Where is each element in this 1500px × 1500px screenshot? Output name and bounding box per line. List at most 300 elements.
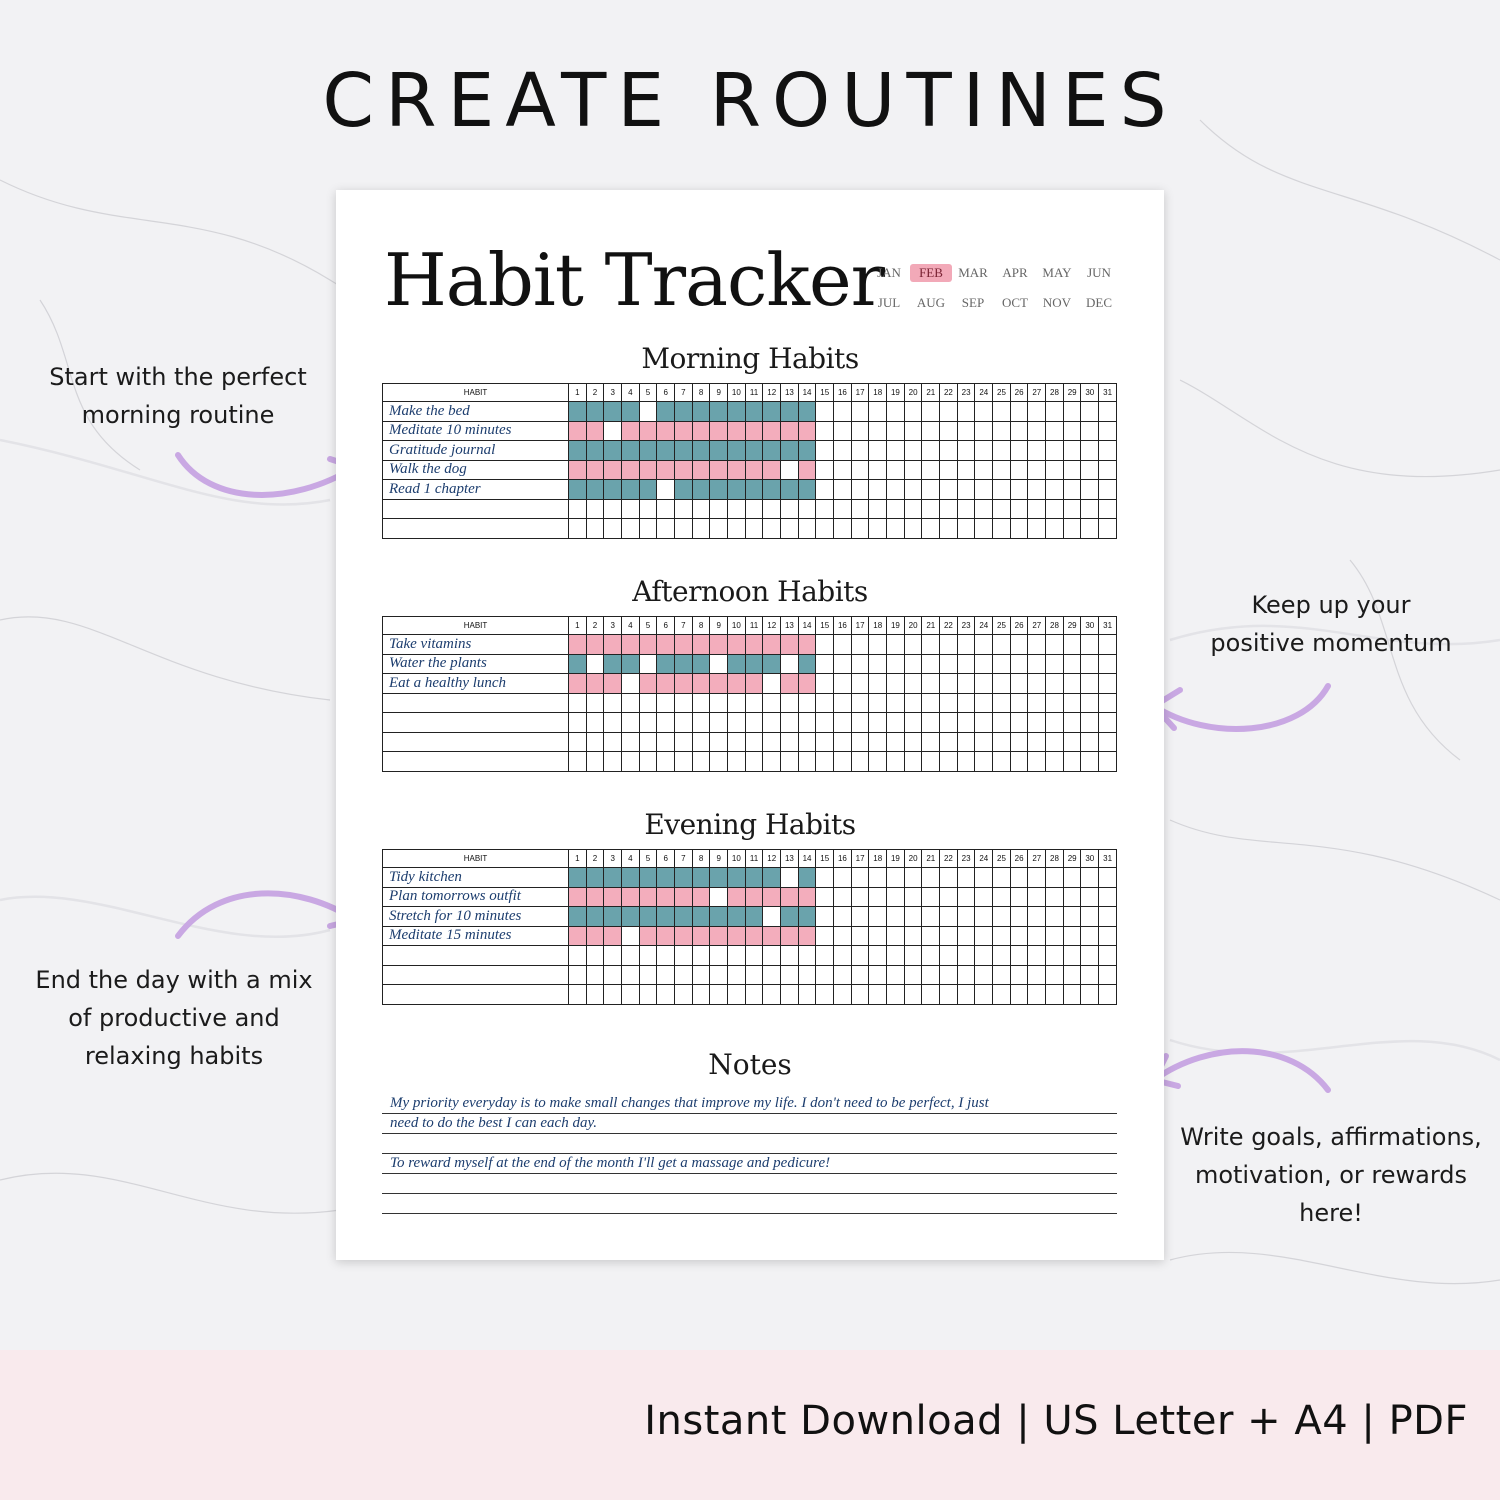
day-cell[interactable] xyxy=(940,480,958,500)
day-cell[interactable] xyxy=(904,965,922,985)
day-cell[interactable] xyxy=(993,985,1011,1005)
day-cell[interactable] xyxy=(922,519,940,539)
day-cell[interactable] xyxy=(745,674,763,694)
day-cell[interactable] xyxy=(692,985,710,1005)
day-cell[interactable] xyxy=(569,402,587,422)
day-cell[interactable] xyxy=(1099,732,1117,752)
day-cell[interactable] xyxy=(993,713,1011,733)
day-cell[interactable] xyxy=(887,965,905,985)
day-cell[interactable] xyxy=(975,480,993,500)
day-cell[interactable] xyxy=(622,713,640,733)
day-cell[interactable] xyxy=(940,674,958,694)
day-cell[interactable] xyxy=(851,752,869,772)
day-cell[interactable] xyxy=(728,752,746,772)
day-cell[interactable] xyxy=(1099,402,1117,422)
day-cell[interactable] xyxy=(1010,926,1028,946)
day-cell[interactable] xyxy=(763,985,781,1005)
day-cell[interactable] xyxy=(887,752,905,772)
day-cell[interactable] xyxy=(675,985,693,1005)
day-cell[interactable] xyxy=(692,732,710,752)
day-cell[interactable] xyxy=(798,907,816,927)
day-cell[interactable] xyxy=(1046,635,1064,655)
day-cell[interactable] xyxy=(922,985,940,1005)
day-cell[interactable] xyxy=(975,519,993,539)
day-cell[interactable] xyxy=(1028,887,1046,907)
day-cell[interactable] xyxy=(1028,713,1046,733)
day-cell[interactable] xyxy=(851,654,869,674)
day-cell[interactable] xyxy=(604,887,622,907)
day-cell[interactable] xyxy=(604,946,622,966)
day-cell[interactable] xyxy=(869,402,887,422)
day-cell[interactable] xyxy=(604,752,622,772)
day-cell[interactable] xyxy=(781,926,799,946)
day-cell[interactable] xyxy=(940,985,958,1005)
day-cell[interactable] xyxy=(869,868,887,888)
day-cell[interactable] xyxy=(1010,752,1028,772)
day-cell[interactable] xyxy=(1081,674,1099,694)
day-cell[interactable] xyxy=(639,752,657,772)
day-cell[interactable] xyxy=(1010,713,1028,733)
day-cell[interactable] xyxy=(834,402,852,422)
day-cell[interactable] xyxy=(904,499,922,519)
day-cell[interactable] xyxy=(834,985,852,1005)
day-cell[interactable] xyxy=(622,441,640,461)
day-cell[interactable] xyxy=(1028,732,1046,752)
month-jun[interactable]: JUN xyxy=(1087,265,1111,280)
day-cell[interactable] xyxy=(586,926,604,946)
day-cell[interactable] xyxy=(940,732,958,752)
day-cell[interactable] xyxy=(586,654,604,674)
day-cell[interactable] xyxy=(728,887,746,907)
day-cell[interactable] xyxy=(957,985,975,1005)
day-cell[interactable] xyxy=(604,441,622,461)
day-cell[interactable] xyxy=(1063,752,1081,772)
day-cell[interactable] xyxy=(604,674,622,694)
day-cell[interactable] xyxy=(639,907,657,927)
day-cell[interactable] xyxy=(887,985,905,1005)
day-cell[interactable] xyxy=(940,460,958,480)
day-cell[interactable] xyxy=(728,946,746,966)
day-cell[interactable] xyxy=(1063,946,1081,966)
day-cell[interactable] xyxy=(940,752,958,772)
day-cell[interactable] xyxy=(887,674,905,694)
day-cell[interactable] xyxy=(710,421,728,441)
day-cell[interactable] xyxy=(692,868,710,888)
day-cell[interactable] xyxy=(1046,519,1064,539)
day-cell[interactable] xyxy=(569,965,587,985)
day-cell[interactable] xyxy=(940,693,958,713)
day-cell[interactable] xyxy=(957,752,975,772)
day-cell[interactable] xyxy=(957,460,975,480)
day-cell[interactable] xyxy=(816,965,834,985)
day-cell[interactable] xyxy=(940,907,958,927)
day-cell[interactable] xyxy=(586,635,604,655)
day-cell[interactable] xyxy=(728,713,746,733)
day-cell[interactable] xyxy=(798,654,816,674)
day-cell[interactable] xyxy=(1099,635,1117,655)
day-cell[interactable] xyxy=(657,421,675,441)
day-cell[interactable] xyxy=(710,441,728,461)
day-cell[interactable] xyxy=(798,499,816,519)
day-cell[interactable] xyxy=(657,887,675,907)
day-cell[interactable] xyxy=(745,965,763,985)
day-cell[interactable] xyxy=(728,868,746,888)
day-cell[interactable] xyxy=(675,946,693,966)
day-cell[interactable] xyxy=(887,519,905,539)
day-cell[interactable] xyxy=(692,965,710,985)
day-cell[interactable] xyxy=(957,674,975,694)
day-cell[interactable] xyxy=(622,421,640,441)
day-cell[interactable] xyxy=(675,674,693,694)
day-cell[interactable] xyxy=(728,654,746,674)
day-cell[interactable] xyxy=(834,674,852,694)
day-cell[interactable] xyxy=(869,460,887,480)
day-cell[interactable] xyxy=(904,674,922,694)
day-cell[interactable] xyxy=(1081,654,1099,674)
day-cell[interactable] xyxy=(710,752,728,772)
day-cell[interactable] xyxy=(922,654,940,674)
day-cell[interactable] xyxy=(1081,887,1099,907)
day-cell[interactable] xyxy=(763,499,781,519)
day-cell[interactable] xyxy=(781,752,799,772)
day-cell[interactable] xyxy=(639,460,657,480)
day-cell[interactable] xyxy=(957,732,975,752)
month-apr[interactable]: APR xyxy=(1002,265,1028,280)
day-cell[interactable] xyxy=(851,926,869,946)
day-cell[interactable] xyxy=(586,402,604,422)
day-cell[interactable] xyxy=(887,480,905,500)
day-cell[interactable] xyxy=(675,402,693,422)
day-cell[interactable] xyxy=(1063,926,1081,946)
month-nov[interactable]: NOV xyxy=(1042,295,1072,310)
day-cell[interactable] xyxy=(675,421,693,441)
day-cell[interactable] xyxy=(993,441,1011,461)
day-cell[interactable] xyxy=(586,421,604,441)
day-cell[interactable] xyxy=(904,926,922,946)
day-cell[interactable] xyxy=(904,421,922,441)
day-cell[interactable] xyxy=(1081,946,1099,966)
day-cell[interactable] xyxy=(1010,480,1028,500)
day-cell[interactable] xyxy=(692,499,710,519)
day-cell[interactable] xyxy=(1081,713,1099,733)
day-cell[interactable] xyxy=(763,693,781,713)
day-cell[interactable] xyxy=(622,674,640,694)
day-cell[interactable] xyxy=(569,635,587,655)
day-cell[interactable] xyxy=(763,752,781,772)
month-aug[interactable]: AUG xyxy=(916,295,946,310)
day-cell[interactable] xyxy=(904,402,922,422)
day-cell[interactable] xyxy=(975,868,993,888)
habit-name[interactable]: Read 1 chapter xyxy=(383,480,569,500)
day-cell[interactable] xyxy=(675,519,693,539)
day-cell[interactable] xyxy=(922,946,940,966)
day-cell[interactable] xyxy=(692,907,710,927)
day-cell[interactable] xyxy=(957,421,975,441)
day-cell[interactable] xyxy=(957,635,975,655)
day-cell[interactable] xyxy=(904,480,922,500)
day-cell[interactable] xyxy=(781,654,799,674)
day-cell[interactable] xyxy=(622,654,640,674)
day-cell[interactable] xyxy=(904,519,922,539)
day-cell[interactable] xyxy=(675,499,693,519)
day-cell[interactable] xyxy=(1010,421,1028,441)
day-cell[interactable] xyxy=(904,635,922,655)
day-cell[interactable] xyxy=(887,732,905,752)
day-cell[interactable] xyxy=(904,907,922,927)
day-cell[interactable] xyxy=(851,441,869,461)
habit-name[interactable]: Stretch for 10 minutes xyxy=(383,907,569,927)
day-cell[interactable] xyxy=(922,499,940,519)
day-cell[interactable] xyxy=(940,887,958,907)
day-cell[interactable] xyxy=(639,732,657,752)
day-cell[interactable] xyxy=(834,946,852,966)
day-cell[interactable] xyxy=(639,887,657,907)
day-cell[interactable] xyxy=(1028,441,1046,461)
day-cell[interactable] xyxy=(657,732,675,752)
day-cell[interactable] xyxy=(728,674,746,694)
day-cell[interactable] xyxy=(816,926,834,946)
day-cell[interactable] xyxy=(869,713,887,733)
day-cell[interactable] xyxy=(869,674,887,694)
day-cell[interactable] xyxy=(586,752,604,772)
day-cell[interactable] xyxy=(657,674,675,694)
day-cell[interactable] xyxy=(798,460,816,480)
day-cell[interactable] xyxy=(851,480,869,500)
day-cell[interactable] xyxy=(745,519,763,539)
day-cell[interactable] xyxy=(1046,732,1064,752)
day-cell[interactable] xyxy=(1099,421,1117,441)
day-cell[interactable] xyxy=(763,887,781,907)
day-cell[interactable] xyxy=(710,654,728,674)
day-cell[interactable] xyxy=(904,441,922,461)
day-cell[interactable] xyxy=(639,713,657,733)
day-cell[interactable] xyxy=(710,674,728,694)
day-cell[interactable] xyxy=(816,985,834,1005)
day-cell[interactable] xyxy=(834,460,852,480)
day-cell[interactable] xyxy=(975,752,993,772)
day-cell[interactable] xyxy=(869,480,887,500)
day-cell[interactable] xyxy=(1099,887,1117,907)
day-cell[interactable] xyxy=(869,693,887,713)
day-cell[interactable] xyxy=(639,965,657,985)
day-cell[interactable] xyxy=(781,421,799,441)
day-cell[interactable] xyxy=(1010,907,1028,927)
day-cell[interactable] xyxy=(798,674,816,694)
day-cell[interactable] xyxy=(622,868,640,888)
day-cell[interactable] xyxy=(834,887,852,907)
day-cell[interactable] xyxy=(851,887,869,907)
day-cell[interactable] xyxy=(851,635,869,655)
day-cell[interactable] xyxy=(728,441,746,461)
day-cell[interactable] xyxy=(798,732,816,752)
day-cell[interactable] xyxy=(1081,421,1099,441)
day-cell[interactable] xyxy=(975,907,993,927)
day-cell[interactable] xyxy=(1028,965,1046,985)
day-cell[interactable] xyxy=(569,499,587,519)
day-cell[interactable] xyxy=(816,713,834,733)
day-cell[interactable] xyxy=(728,402,746,422)
day-cell[interactable] xyxy=(604,713,622,733)
day-cell[interactable] xyxy=(957,907,975,927)
day-cell[interactable] xyxy=(887,421,905,441)
day-cell[interactable] xyxy=(1010,635,1028,655)
day-cell[interactable] xyxy=(657,441,675,461)
day-cell[interactable] xyxy=(993,907,1011,927)
note-line[interactable]: To reward myself at the end of the month I'll get a massage and pedicure! xyxy=(382,1154,1117,1174)
day-cell[interactable] xyxy=(622,402,640,422)
day-cell[interactable] xyxy=(604,635,622,655)
day-cell[interactable] xyxy=(675,635,693,655)
day-cell[interactable] xyxy=(692,752,710,772)
day-cell[interactable] xyxy=(904,460,922,480)
day-cell[interactable] xyxy=(692,887,710,907)
day-cell[interactable] xyxy=(763,674,781,694)
day-cell[interactable] xyxy=(904,985,922,1005)
day-cell[interactable] xyxy=(869,907,887,927)
day-cell[interactable] xyxy=(798,635,816,655)
day-cell[interactable] xyxy=(869,926,887,946)
day-cell[interactable] xyxy=(710,907,728,927)
day-cell[interactable] xyxy=(692,441,710,461)
day-cell[interactable] xyxy=(993,519,1011,539)
day-cell[interactable] xyxy=(1063,480,1081,500)
day-cell[interactable] xyxy=(816,499,834,519)
day-cell[interactable] xyxy=(622,460,640,480)
day-cell[interactable] xyxy=(834,480,852,500)
day-cell[interactable] xyxy=(1099,752,1117,772)
day-cell[interactable] xyxy=(622,693,640,713)
day-cell[interactable] xyxy=(1010,732,1028,752)
day-cell[interactable] xyxy=(1099,460,1117,480)
note-line[interactable]: My priority everyday is to make small changes that improve my life. I don't need to be perfect, I just xyxy=(382,1094,1117,1114)
day-cell[interactable] xyxy=(586,868,604,888)
day-cell[interactable] xyxy=(1046,887,1064,907)
day-cell[interactable] xyxy=(1081,402,1099,422)
day-cell[interactable] xyxy=(834,752,852,772)
day-cell[interactable] xyxy=(851,868,869,888)
month-dec[interactable]: DEC xyxy=(1086,295,1112,310)
habit-name[interactable] xyxy=(383,946,569,966)
day-cell[interactable] xyxy=(622,732,640,752)
day-cell[interactable] xyxy=(745,441,763,461)
day-cell[interactable] xyxy=(887,868,905,888)
day-cell[interactable] xyxy=(816,887,834,907)
day-cell[interactable] xyxy=(1081,693,1099,713)
day-cell[interactable] xyxy=(639,654,657,674)
day-cell[interactable] xyxy=(993,732,1011,752)
day-cell[interactable] xyxy=(1099,946,1117,966)
habit-name[interactable] xyxy=(383,985,569,1005)
habit-name[interactable]: Take vitamins xyxy=(383,635,569,655)
day-cell[interactable] xyxy=(586,887,604,907)
day-cell[interactable] xyxy=(1081,985,1099,1005)
day-cell[interactable] xyxy=(816,441,834,461)
day-cell[interactable] xyxy=(1046,965,1064,985)
day-cell[interactable] xyxy=(622,985,640,1005)
day-cell[interactable] xyxy=(1010,654,1028,674)
day-cell[interactable] xyxy=(763,926,781,946)
day-cell[interactable] xyxy=(1046,480,1064,500)
day-cell[interactable] xyxy=(692,654,710,674)
day-cell[interactable] xyxy=(675,926,693,946)
day-cell[interactable] xyxy=(1099,654,1117,674)
day-cell[interactable] xyxy=(586,519,604,539)
day-cell[interactable] xyxy=(1028,946,1046,966)
day-cell[interactable] xyxy=(728,635,746,655)
day-cell[interactable] xyxy=(692,946,710,966)
day-cell[interactable] xyxy=(1046,499,1064,519)
day-cell[interactable] xyxy=(710,402,728,422)
day-cell[interactable] xyxy=(604,965,622,985)
day-cell[interactable] xyxy=(993,654,1011,674)
day-cell[interactable] xyxy=(869,946,887,966)
day-cell[interactable] xyxy=(692,460,710,480)
day-cell[interactable] xyxy=(728,421,746,441)
day-cell[interactable] xyxy=(745,732,763,752)
day-cell[interactable] xyxy=(622,480,640,500)
day-cell[interactable] xyxy=(798,926,816,946)
day-cell[interactable] xyxy=(1063,887,1081,907)
day-cell[interactable] xyxy=(639,421,657,441)
day-cell[interactable] xyxy=(1081,460,1099,480)
day-cell[interactable] xyxy=(622,752,640,772)
day-cell[interactable] xyxy=(834,926,852,946)
day-cell[interactable] xyxy=(1010,674,1028,694)
day-cell[interactable] xyxy=(1063,441,1081,461)
day-cell[interactable] xyxy=(569,654,587,674)
day-cell[interactable] xyxy=(975,693,993,713)
day-cell[interactable] xyxy=(586,965,604,985)
day-cell[interactable] xyxy=(781,985,799,1005)
day-cell[interactable] xyxy=(851,985,869,1005)
day-cell[interactable] xyxy=(940,926,958,946)
day-cell[interactable] xyxy=(816,674,834,694)
day-cell[interactable] xyxy=(922,460,940,480)
day-cell[interactable] xyxy=(781,713,799,733)
day-cell[interactable] xyxy=(745,752,763,772)
day-cell[interactable] xyxy=(1010,985,1028,1005)
day-cell[interactable] xyxy=(816,421,834,441)
day-cell[interactable] xyxy=(1063,985,1081,1005)
day-cell[interactable] xyxy=(957,693,975,713)
day-cell[interactable] xyxy=(586,946,604,966)
day-cell[interactable] xyxy=(887,441,905,461)
day-cell[interactable] xyxy=(1028,402,1046,422)
day-cell[interactable] xyxy=(569,752,587,772)
day-cell[interactable] xyxy=(657,519,675,539)
day-cell[interactable] xyxy=(569,868,587,888)
day-cell[interactable] xyxy=(940,519,958,539)
day-cell[interactable] xyxy=(957,713,975,733)
day-cell[interactable] xyxy=(569,460,587,480)
day-cell[interactable] xyxy=(1028,868,1046,888)
day-cell[interactable] xyxy=(922,635,940,655)
day-cell[interactable] xyxy=(763,732,781,752)
day-cell[interactable] xyxy=(569,674,587,694)
day-cell[interactable] xyxy=(639,985,657,1005)
day-cell[interactable] xyxy=(1028,635,1046,655)
day-cell[interactable] xyxy=(1063,421,1081,441)
day-cell[interactable] xyxy=(834,693,852,713)
day-cell[interactable] xyxy=(781,674,799,694)
day-cell[interactable] xyxy=(586,907,604,927)
day-cell[interactable] xyxy=(1010,460,1028,480)
day-cell[interactable] xyxy=(851,732,869,752)
day-cell[interactable] xyxy=(604,421,622,441)
day-cell[interactable] xyxy=(657,402,675,422)
day-cell[interactable] xyxy=(657,946,675,966)
day-cell[interactable] xyxy=(1028,693,1046,713)
